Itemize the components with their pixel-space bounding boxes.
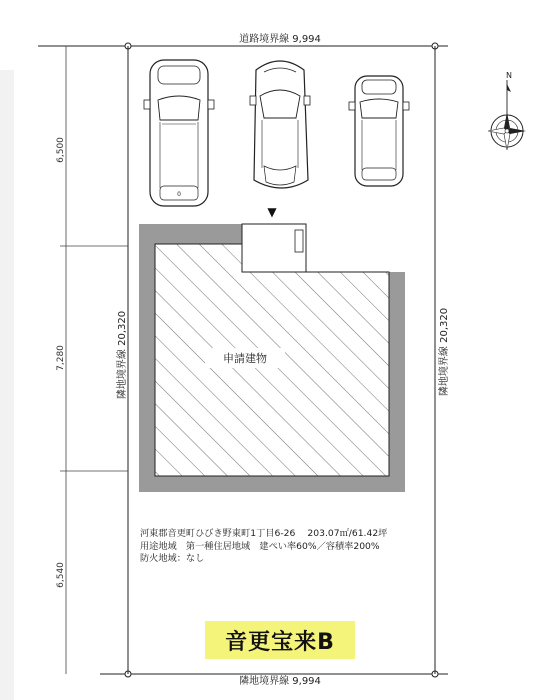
site-info-zoning: 用途地域 第一種住居地域 建ぺい率60%／容積率200% (140, 540, 380, 552)
parked-car (349, 76, 409, 186)
site-info-address: 河東郡音更町ひびき野東町1丁目6-26 203.07㎡/61.42坪 (140, 528, 388, 539)
left-boundary-label: 隣地境界線 20,320 (117, 310, 128, 400)
property-name-badge: 音更宝来B (205, 621, 355, 659)
parked-car (144, 60, 214, 206)
entrance-marker: ▼ (267, 205, 277, 219)
compass-north-label: N (506, 71, 512, 80)
building-label: 申請建物 (223, 352, 267, 365)
dim-top: 6,500 (56, 137, 66, 163)
dim-middle: 7,280 (56, 345, 66, 371)
road-boundary-label: 道路境界線 9,994 (239, 34, 321, 45)
entrance-step (295, 230, 303, 252)
site-info-fire-zone: 防火地域：なし (140, 553, 205, 564)
dim-bottom: 6,540 (56, 562, 66, 588)
site-info (140, 528, 387, 566)
svg-text:0: 0 (177, 191, 181, 198)
bottom-boundary-label: 隣地境界線 9,994 (239, 676, 321, 687)
right-boundary-label: 隣地境界線 20,320 (439, 307, 450, 397)
compass-icon (488, 80, 526, 150)
parked-car (250, 61, 310, 188)
